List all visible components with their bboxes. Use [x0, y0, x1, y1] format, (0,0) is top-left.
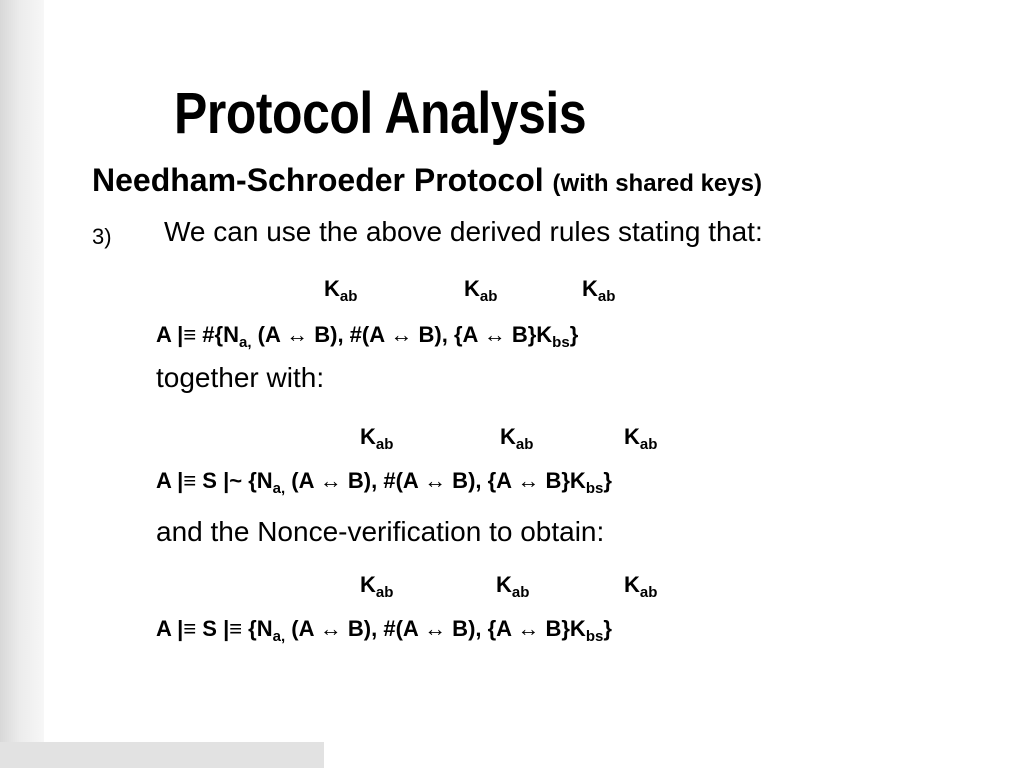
formula-2: A |≡ S |~ {$N_{a,}$ (A ↔ B), #(A ↔ B), {A ↔ $B\}K_{bs}$}: [156, 468, 612, 497]
key-label-1: $K_{ab}$: [324, 276, 358, 305]
formula-3: A |≡ S |≡ {$N_{a,}$ (A ↔ B), #(A ↔ B), {A ↔ $B\}K_{bs}$}: [156, 616, 612, 645]
formula-1: A |≡ $\#\{N_{a,}$ (A ↔ B), #(A ↔ B), {A ↔ $B\}K_{bs}$}: [156, 322, 579, 351]
slide-title: Protocol Analysis: [174, 81, 587, 146]
key-label-5: $K_{ab}$: [500, 424, 534, 453]
slide-subtitle: [92, 162, 762, 199]
key-label-3: $K_{ab}$: [582, 276, 616, 305]
subtitle-paren: (with shared keys): [552, 170, 762, 197]
key-label-6: $K_{ab}$: [624, 424, 658, 453]
key-label-9: $K_{ab}$: [624, 572, 658, 601]
key-label-2: $K_{ab}$: [464, 276, 498, 305]
key-label-4: $K_{ab}$: [360, 424, 394, 453]
key-label-8: $K_{ab}$: [496, 572, 530, 601]
nonce-verification-text: and the Nonce-verification to obtain:: [156, 516, 605, 547]
key-label-7: $K_{ab}$: [360, 572, 394, 601]
slide-bottom-band: [0, 742, 324, 768]
step-number: 3): [92, 224, 112, 249]
subtitle-main: Needham-Schroeder Protocol: [92, 162, 544, 198]
together-with-text: together with:: [156, 362, 325, 393]
step-text: We can use the above derived rules stating that:: [164, 216, 763, 247]
